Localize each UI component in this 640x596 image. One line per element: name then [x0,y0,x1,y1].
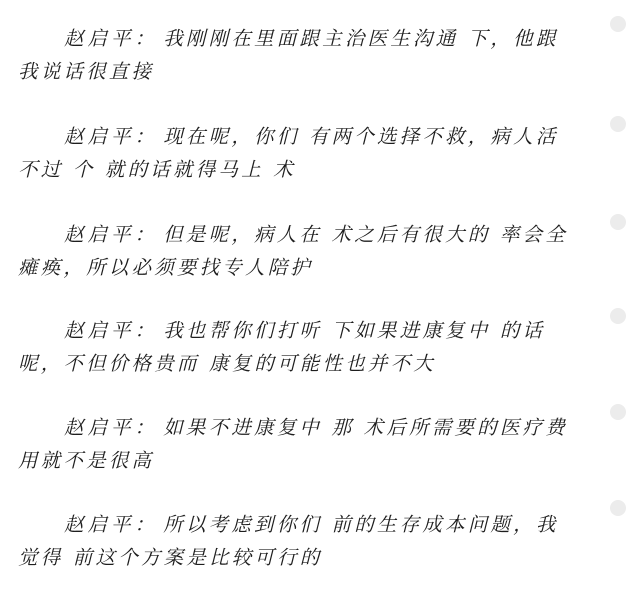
margin-dot-4 [610,308,626,324]
margin-dot-3 [610,214,626,230]
colon: ： [134,125,158,148]
dialogue-paragraph-3 [18,218,578,284]
dialogue-text: 我也帮你们打听 下如果进康复中 的话呢，不但价格贵而 康复的可能性也并不大 [18,319,546,375]
margin-dot-1 [610,16,626,32]
dialogue-text: 现在呢，你们 有两个选择不救，病人活不过 个 就的话就得马上 术 [18,125,559,181]
speaker-name: 赵启平 [64,125,135,148]
margin-dot-6 [610,500,626,516]
dialogue-paragraph-5 [18,411,578,477]
speaker-name: 赵启平 [64,223,135,246]
speaker-name: 赵启平 [64,416,135,439]
colon: ： [134,319,158,342]
colon: ： [134,223,158,246]
dialogue-paragraph-4 [18,314,578,380]
dialogue-paragraph-2 [18,120,578,186]
margin-dot-2 [610,116,626,132]
dialogue-text: 如果不进康复中 那 术后所需要的医疗费用就不是很高 [18,416,568,472]
colon: ： [134,416,158,439]
dialogue-text: 我刚刚在里面跟主治医生沟通 下，他跟我说话很直接 [18,27,559,83]
colon: ： [134,513,158,536]
dialogue-text: 但是呢，病人在 术之后有很大的 率会全 瘫痪，所以必须要找专人陪护 [18,223,568,279]
margin-dot-5 [610,404,626,420]
dialogue-paragraph-6 [18,508,578,574]
dialogue-text: 所以考虑到你们 前的生存成本问题，我觉得 前这个方案是比较可行的 [18,513,559,569]
speaker-name: 赵启平 [64,27,135,50]
colon: ： [134,27,158,50]
speaker-name: 赵启平 [64,319,135,342]
dialogue-paragraph-1 [18,22,578,88]
speaker-name: 赵启平 [64,513,135,536]
